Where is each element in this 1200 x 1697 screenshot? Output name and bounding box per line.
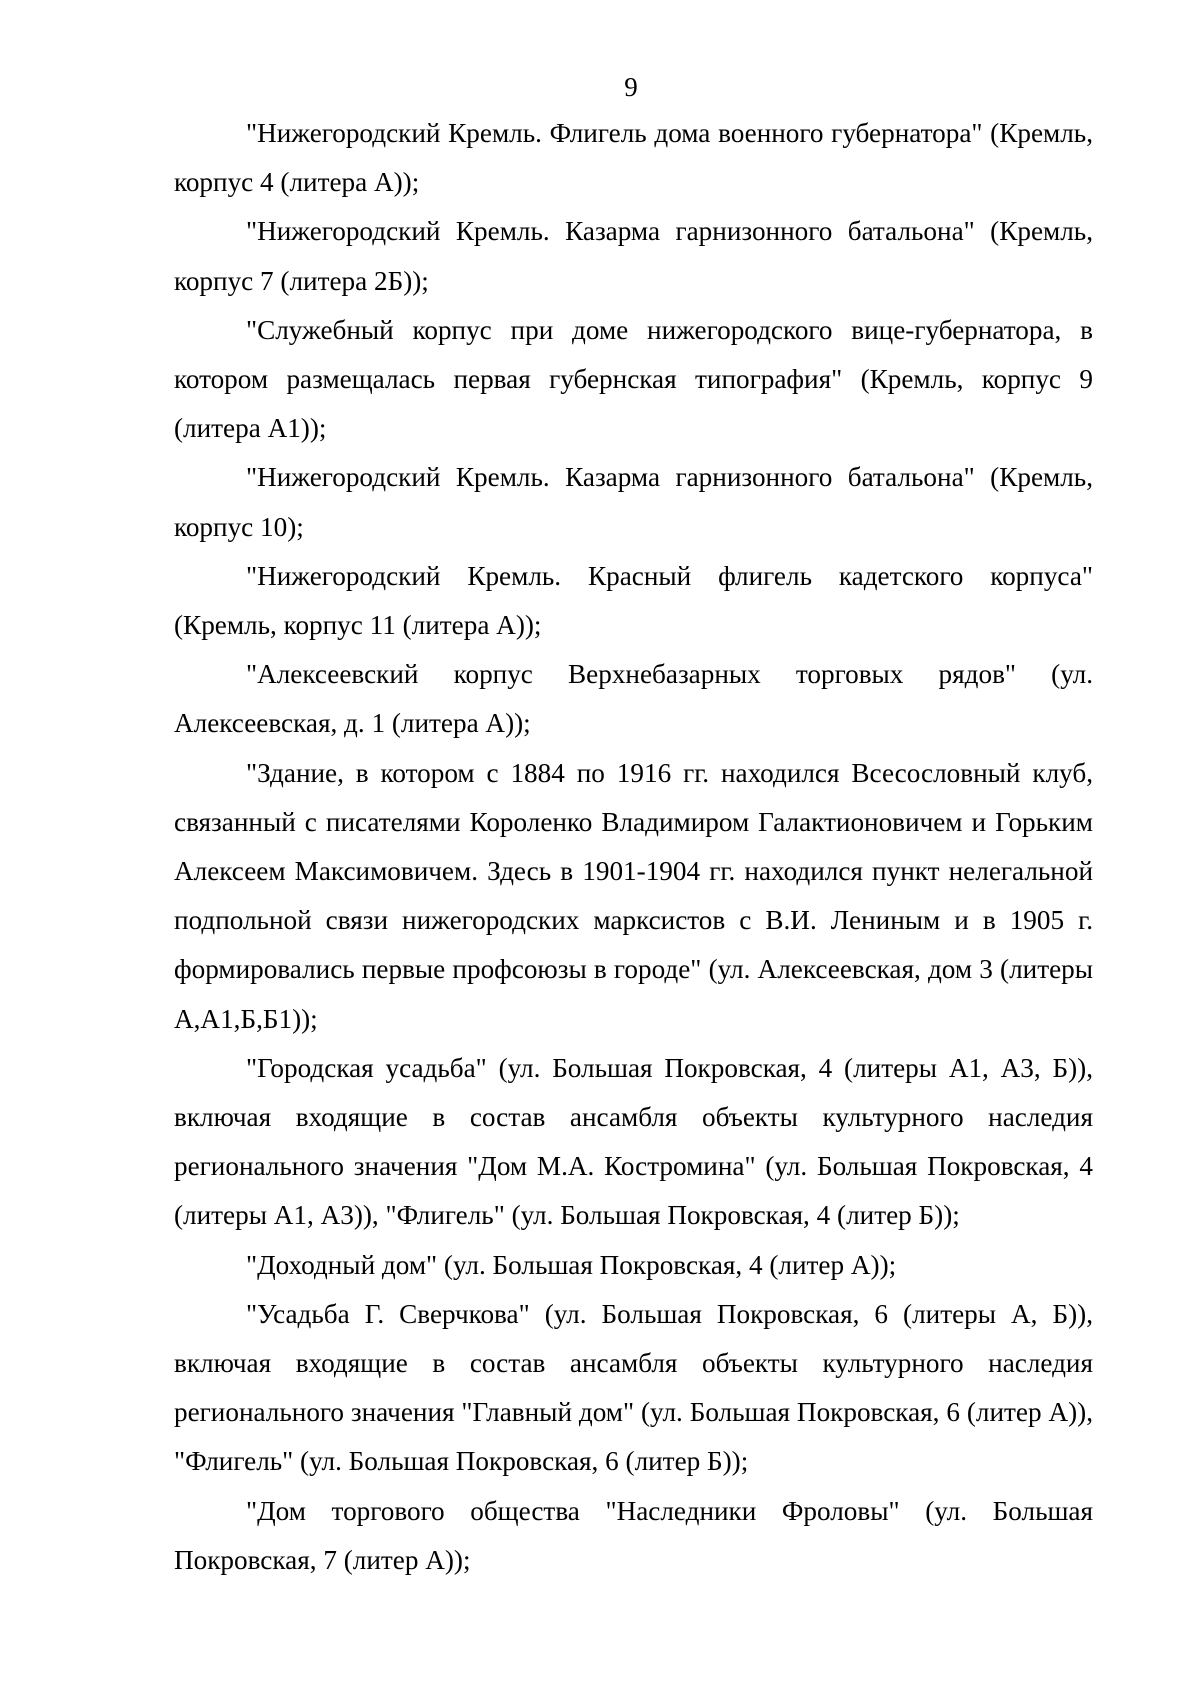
- paragraph-2: "Нижегородский Кремль. Казарма гарнизонного батальона" (Кремль, корпус 7 (литера 2Б));: [174, 216, 1093, 296]
- paragraph-3: "Служебный корпус при доме нижегородского вице-губернатора, в котором размещалась первая губернская типография" (Кремль, корпус 9 (литера А1));: [174, 314, 1093, 444]
- paragraph-6: "Алексеевский корпус Верхнебазарных торговых рядов" (ул. Алексеевская, д. 1 (литера А));: [174, 659, 1093, 739]
- paragraph-5: "Нижегородский Кремль. Красный флигель кадетского корпуса" (Кремль, корпус 11 (литера А));: [174, 560, 1093, 641]
- paragraph-7: "Здание, в котором с 1884 по 1916 гг. находился Всесословный клуб, связанный с писателями Короленко Владимиром Галактионовичем и Горьким Алексеем Максимовичем. Здесь в 1901-1904 гг. находился пункт нелегальной подпольной связи нижегородских марксистов с В.И. Лениным и в 1905 г. формировались первые профсоюзы в городе" (ул. Алексеевская, дом 3 (литеры А,А1,Б,Б1));: [174, 757, 1093, 1034]
- page-number: 9: [624, 72, 638, 102]
- paragraph-10: "Усадьба Г. Сверчкова" (ул. Большая Покровская, 6 (литеры А, Б)), включая входящие в состав ансамбля объекты культурного наследия регионального значения "Главный дом" (ул. Большая Покровская, 6 (литер А)), "Флигель" (ул. Большая Покровская, 6 (литер Б));: [174, 1298, 1093, 1477]
- paragraph-4: "Нижегородский Кремль. Казарма гарнизонного батальона" (Кремль, корпус 10);: [174, 462, 1093, 542]
- document-body: [174, 109, 1093, 1585]
- paragraph-9: "Доходный дом" (ул. Большая Покровская, 4 (литер А));: [246, 1249, 897, 1280]
- paragraph-1: "Нижегородский Кремль. Флигель дома военного губернатора" (Кремль, корпус 4 (литера А));: [174, 118, 1093, 198]
- paragraph-11: "Дом торгового общества "Наследники Фроловы" (ул. Большая Покровская, 7 (литер А));: [174, 1495, 1093, 1575]
- paragraph-8: "Городская усадьба" (ул. Большая Покровская, 4 (литеры А1, А3, Б)), включая входящие в состав ансамбля объекты культурного наследия регионального значения "Дом М.А. Костромина" (ул. Большая Покровская, 4 (литеры А1, А3)), "Флигель" (ул. Большая Покровская, 4 (литер Б));: [174, 1052, 1093, 1231]
